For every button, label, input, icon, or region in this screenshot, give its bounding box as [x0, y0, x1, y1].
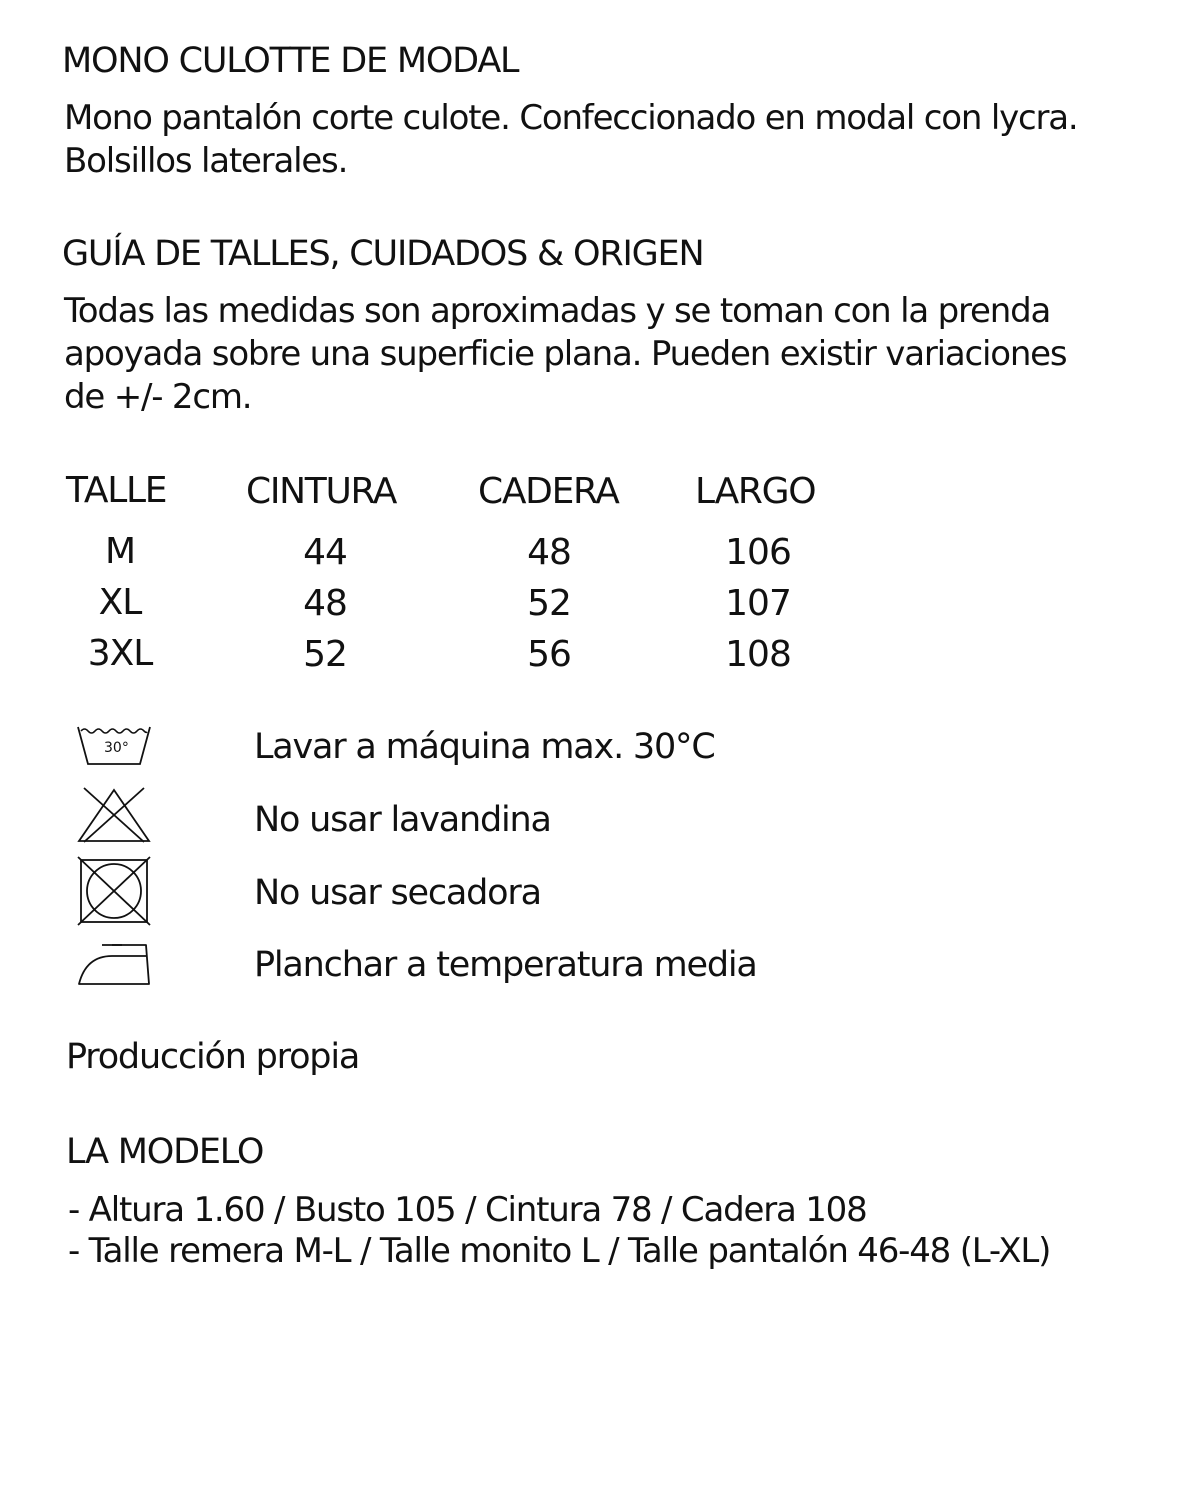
cell-cintura: 44 — [303, 532, 347, 573]
description-line: Bolsillos laterales. — [64, 141, 348, 181]
care-text-bleach: No usar lavandina — [254, 800, 551, 840]
wash-temp-label: 30° — [104, 740, 129, 756]
cell-cadera: 52 — [527, 583, 571, 624]
guide-title: GUÍA DE TALLES, CUIDADOS & ORIGEN — [62, 234, 704, 274]
cell-cintura: 48 — [303, 583, 347, 624]
model-line: - Altura 1.60 / Busto 105 / Cintura 78 / Cadera 108 — [68, 1190, 867, 1230]
description-line: Mono pantalón corte culote. Confeccionado en modal con lycra. — [64, 98, 1078, 138]
note-line: Todas las medidas son aproximadas y se toman con la prenda — [64, 291, 1051, 331]
model-details — [68, 1189, 1050, 1273]
header-talle: TALLE — [66, 470, 167, 511]
cell-cadera: 56 — [527, 634, 571, 675]
product-title: MONO CULOTTE DE MODAL — [62, 41, 519, 81]
header-cintura: CINTURA — [246, 471, 397, 512]
note-line: apoyada sobre una superficie plana. Pueden existir variaciones — [64, 334, 1067, 374]
model-title: LA MODELO — [66, 1132, 264, 1172]
model-line: - Talle remera M-L / Talle monito L / Talle pantalón 46-48 (L-XL) — [68, 1231, 1051, 1271]
cell-talle: M — [104, 531, 136, 572]
cell-largo: 107 — [725, 583, 791, 624]
care-text-iron: Planchar a temperatura media — [254, 945, 757, 985]
no-tumble-dry-icon — [76, 855, 152, 927]
no-bleach-icon — [76, 786, 152, 844]
header-cadera: CADERA — [478, 471, 619, 512]
origin-text: Producción propia — [66, 1037, 360, 1077]
cell-talle: XL — [98, 582, 142, 623]
note-line: de +/- 2cm. — [64, 377, 252, 417]
guide-note — [64, 290, 1066, 419]
product-description — [64, 97, 1078, 183]
iron-medium-icon — [76, 942, 152, 988]
cell-talle: 3XL — [87, 633, 153, 674]
care-text-dryer: No usar secadora — [254, 873, 541, 913]
cell-largo: 108 — [725, 634, 791, 675]
cell-cintura: 52 — [303, 634, 347, 675]
header-largo: LARGO — [695, 471, 816, 512]
cell-largo: 106 — [725, 532, 791, 573]
cell-cadera: 48 — [527, 532, 571, 573]
wash-30-icon — [76, 724, 152, 768]
care-text-wash: Lavar a máquina max. 30°C — [254, 727, 715, 767]
